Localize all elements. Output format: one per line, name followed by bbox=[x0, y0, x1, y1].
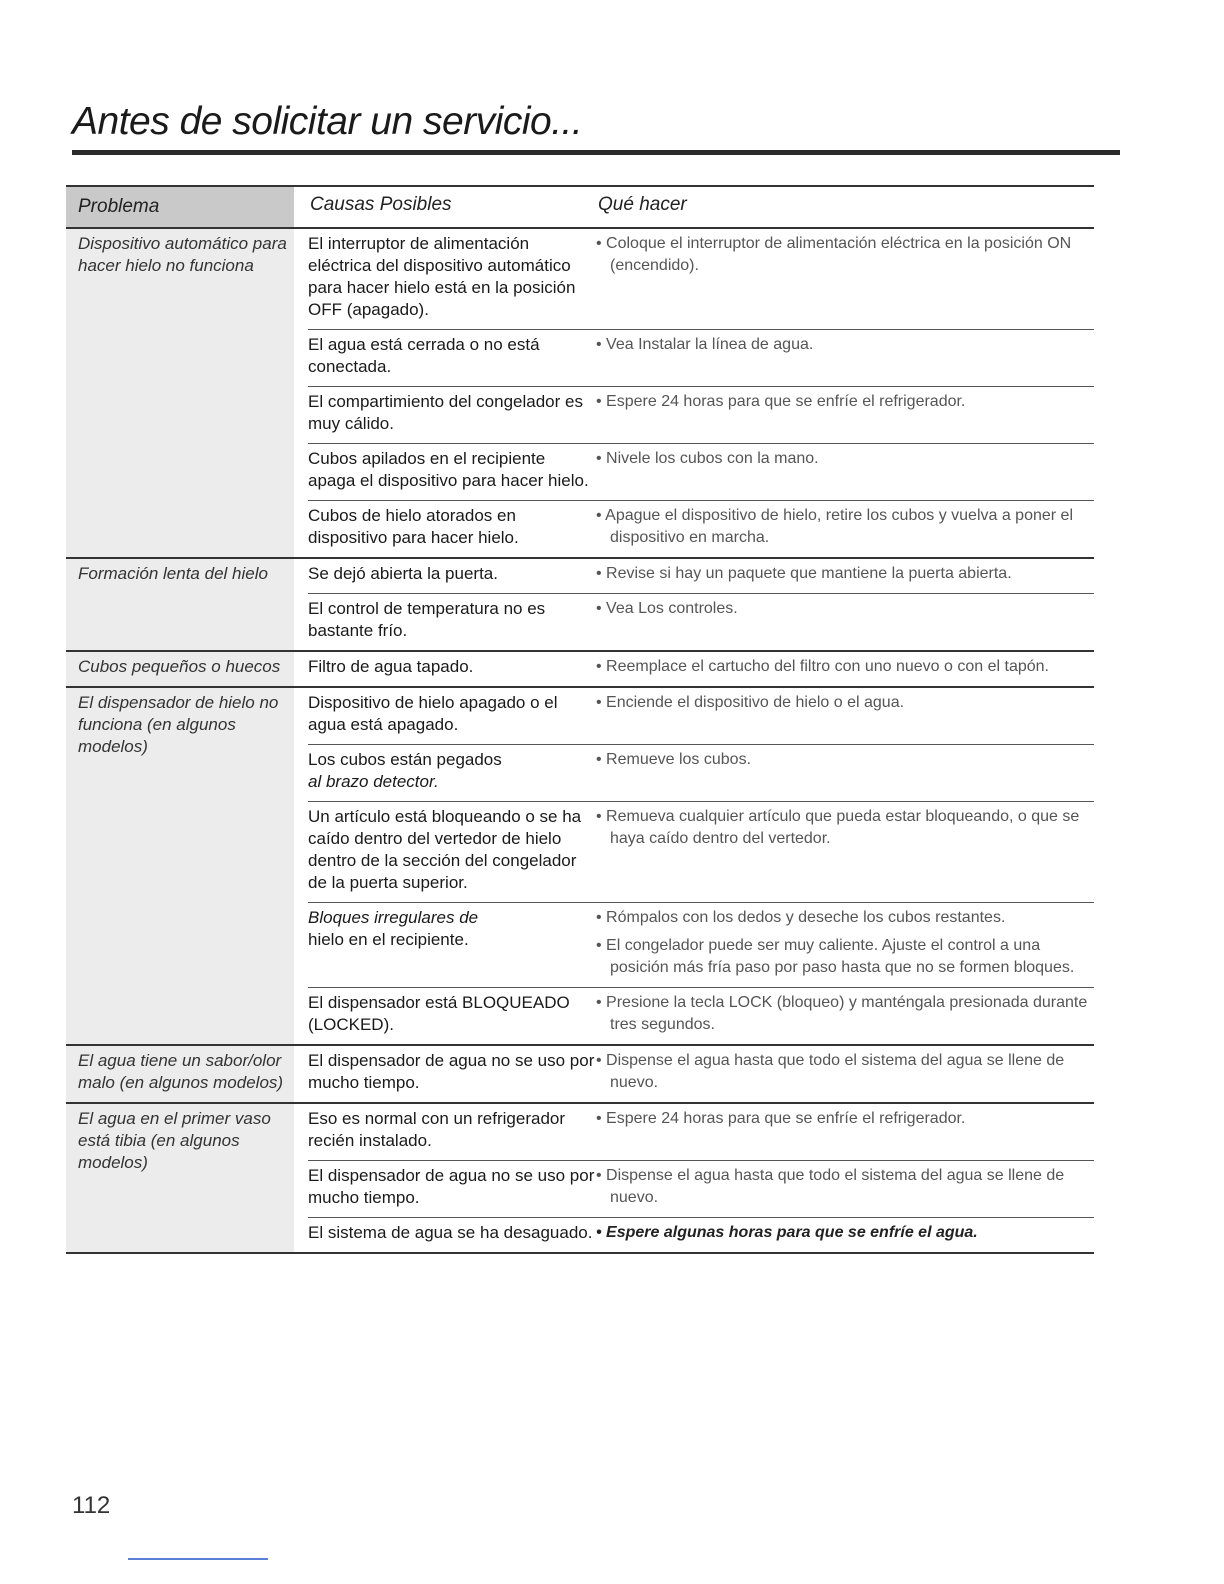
cause-cell bbox=[308, 992, 596, 1036]
page-title: Antes de solicitar un servicio... bbox=[72, 100, 583, 143]
solution-cell bbox=[596, 1050, 1094, 1094]
cause-cell bbox=[308, 1108, 596, 1152]
table-row bbox=[308, 329, 1094, 386]
solution-item: • Presione la tecla LOCK (bloqueo) y manténgala presionada durante tres segundos. bbox=[596, 994, 1088, 1033]
cause-text: hielo en el recipiente. bbox=[308, 930, 469, 949]
problem-group bbox=[66, 559, 1094, 652]
solution-cell bbox=[596, 598, 1094, 642]
cause-text: Dispositivo de hielo apagado o el agua está apagado. bbox=[308, 693, 558, 734]
cause-rows bbox=[308, 559, 1094, 650]
table-row bbox=[308, 1046, 1094, 1102]
cause-cell bbox=[308, 656, 596, 678]
cause-rows bbox=[308, 652, 1094, 686]
cause-text: Cubos apilados en el recipiente apaga el dispositivo para hacer hielo. bbox=[308, 449, 589, 490]
cause-cell bbox=[308, 391, 596, 435]
table-row bbox=[308, 1217, 1094, 1252]
cause-cell bbox=[308, 749, 596, 793]
solution-cell bbox=[596, 563, 1094, 585]
table-row bbox=[308, 1160, 1094, 1217]
problem-group bbox=[66, 229, 1094, 559]
cause-cell bbox=[308, 1050, 596, 1094]
solution-item: • Revise si hay un paquete que mantiene la puerta abierta. bbox=[596, 565, 1012, 582]
problem-label: El agua en el primer vaso está tibia (en algunos modelos) bbox=[66, 1104, 294, 1252]
header-causes: Causas Posibles bbox=[310, 194, 452, 215]
table-row bbox=[308, 443, 1094, 500]
table-row bbox=[308, 801, 1094, 902]
table-row bbox=[308, 229, 1094, 329]
solution-item: • Espere 24 horas para que se enfríe el refrigerador. bbox=[596, 393, 966, 410]
header-what: Qué hacer bbox=[598, 194, 687, 215]
cause-text: Filtro de agua tapado. bbox=[308, 657, 474, 676]
cause-text: El dispensador está BLOQUEADO (LOCKED). bbox=[308, 993, 570, 1034]
solution-item: • El congelador puede ser muy caliente. Ajuste el control a una posición más fría paso por paso hasta que no se formen bloques. bbox=[596, 937, 1075, 976]
solution-cell bbox=[596, 505, 1094, 549]
table-row bbox=[308, 386, 1094, 443]
solution-cell bbox=[596, 907, 1094, 979]
cause-cell bbox=[308, 1165, 596, 1209]
solution-item: • Dispense el agua hasta que todo el sistema del agua se llene de nuevo. bbox=[596, 1167, 1065, 1206]
table-row bbox=[308, 593, 1094, 650]
cause-cell bbox=[308, 334, 596, 378]
solution-item: • Dispense el agua hasta que todo el sistema del agua se llene de nuevo. bbox=[596, 1052, 1065, 1091]
cause-cell bbox=[308, 598, 596, 642]
cause-rows bbox=[308, 1104, 1094, 1252]
cause-cell bbox=[308, 448, 596, 492]
cause-rows bbox=[308, 1046, 1094, 1102]
page-number: 112 bbox=[72, 1492, 111, 1519]
cause-cell bbox=[308, 907, 596, 979]
table-row bbox=[308, 688, 1094, 744]
title-rule bbox=[72, 150, 1120, 155]
problem-label: El dispensador de hielo no funciona (en algunos modelos) bbox=[66, 688, 294, 1044]
cause-rows bbox=[308, 688, 1094, 1044]
header-problem: Problema bbox=[66, 187, 294, 227]
cause-text: El control de temperatura no es bastante frío. bbox=[308, 599, 546, 640]
problem-label: Dispositivo automático para hacer hielo no funciona bbox=[66, 229, 294, 557]
solution-cell bbox=[596, 233, 1094, 321]
cause-text: El interruptor de alimentación eléctrica del dispositivo automático para hacer hielo está en la posición OFF (apagado). bbox=[308, 234, 576, 319]
cause-text: El sistema de agua se ha desaguado. bbox=[308, 1223, 593, 1242]
solution-cell bbox=[596, 806, 1094, 894]
cause-cell bbox=[308, 806, 596, 894]
solution-cell bbox=[596, 391, 1094, 435]
problem-group bbox=[66, 1104, 1094, 1254]
cause-text: El compartimiento del congelador es muy cálido. bbox=[308, 392, 583, 433]
solution-item: • Enciende el dispositivo de hielo o el agua. bbox=[596, 694, 905, 711]
cause-text: El dispensador de agua no se uso por mucho tiempo. bbox=[308, 1166, 595, 1207]
solution-item: • Espere 24 horas para que se enfríe el refrigerador. bbox=[596, 1110, 966, 1127]
solution-item: • Vea Los controles. bbox=[596, 600, 738, 617]
solution-cell bbox=[596, 749, 1094, 793]
cause-text: Eso es normal con un refrigerador recién instalado. bbox=[308, 1109, 566, 1150]
cause-text-italic: Bloques irregulares de bbox=[308, 908, 479, 927]
table-row bbox=[308, 1104, 1094, 1160]
solution-item: • Coloque el interruptor de alimentación eléctrica en la posición ON (encendido). bbox=[596, 235, 1072, 274]
cause-text: El dispensador de agua no se uso por mucho tiempo. bbox=[308, 1051, 595, 1092]
solution-item: • Remueva cualquier artículo que pueda estar bloqueando, o que se haya caído dentro del vertedor. bbox=[596, 808, 1080, 847]
solution-item: • Espere algunas horas para que se enfríe el agua. bbox=[596, 1224, 978, 1241]
solution-item: • Rómpalos con los dedos y deseche los cubos restantes. bbox=[596, 909, 1006, 926]
problem-label: Cubos pequeños o huecos bbox=[66, 652, 294, 686]
solution-cell bbox=[596, 1165, 1094, 1209]
solution-item: • Remueve los cubos. bbox=[596, 751, 752, 768]
solution-item: • Apague el dispositivo de hielo, retire los cubos y vuelva a poner el dispositivo en marcha. bbox=[596, 507, 1073, 546]
troubleshooting-table bbox=[66, 185, 1094, 1254]
problem-group bbox=[66, 688, 1094, 1046]
cause-text: Cubos de hielo atorados en dispositivo para hacer hielo. bbox=[308, 506, 519, 547]
cause-cell bbox=[308, 563, 596, 585]
problem-label: El agua tiene un sabor/olor malo (en algunos modelos) bbox=[66, 1046, 294, 1102]
solution-item: • Reemplace el cartucho del filtro con uno nuevo o con el tapón. bbox=[596, 658, 1049, 675]
table-row bbox=[308, 559, 1094, 593]
table-header bbox=[66, 185, 1094, 229]
cause-text: Los cubos están pegados bbox=[308, 750, 502, 769]
problem-label: Formación lenta del hielo bbox=[66, 559, 294, 650]
footer-line bbox=[128, 1558, 268, 1560]
table-row bbox=[308, 902, 1094, 987]
cause-text: Un artículo está bloqueando o se ha caído dentro del vertedor de hielo dentro de la sección del congelador de la puerta superior. bbox=[308, 807, 582, 892]
cause-cell bbox=[308, 233, 596, 321]
solution-cell bbox=[596, 1108, 1094, 1152]
cause-cell bbox=[308, 505, 596, 549]
solution-cell bbox=[596, 992, 1094, 1036]
cause-text: El agua está cerrada o no está conectada. bbox=[308, 335, 540, 376]
cause-rows bbox=[308, 229, 1094, 557]
solution-cell bbox=[596, 334, 1094, 378]
solution-item: • Nivele los cubos con la mano. bbox=[596, 450, 819, 467]
solution-item: • Vea Instalar la línea de agua. bbox=[596, 336, 814, 353]
table-row bbox=[308, 652, 1094, 686]
table-row bbox=[308, 500, 1094, 557]
solution-cell bbox=[596, 692, 1094, 736]
cause-text: Se dejó abierta la puerta. bbox=[308, 564, 498, 583]
solution-cell bbox=[596, 448, 1094, 492]
table-body bbox=[66, 229, 1094, 1254]
problem-group bbox=[66, 1046, 1094, 1104]
cause-cell bbox=[308, 692, 596, 736]
table-row bbox=[308, 744, 1094, 801]
cause-text-italic: al brazo detector. bbox=[308, 772, 439, 791]
cause-cell bbox=[308, 1222, 596, 1244]
solution-cell bbox=[596, 1222, 1094, 1244]
solution-cell bbox=[596, 656, 1094, 678]
table-row bbox=[308, 987, 1094, 1044]
problem-group bbox=[66, 652, 1094, 688]
